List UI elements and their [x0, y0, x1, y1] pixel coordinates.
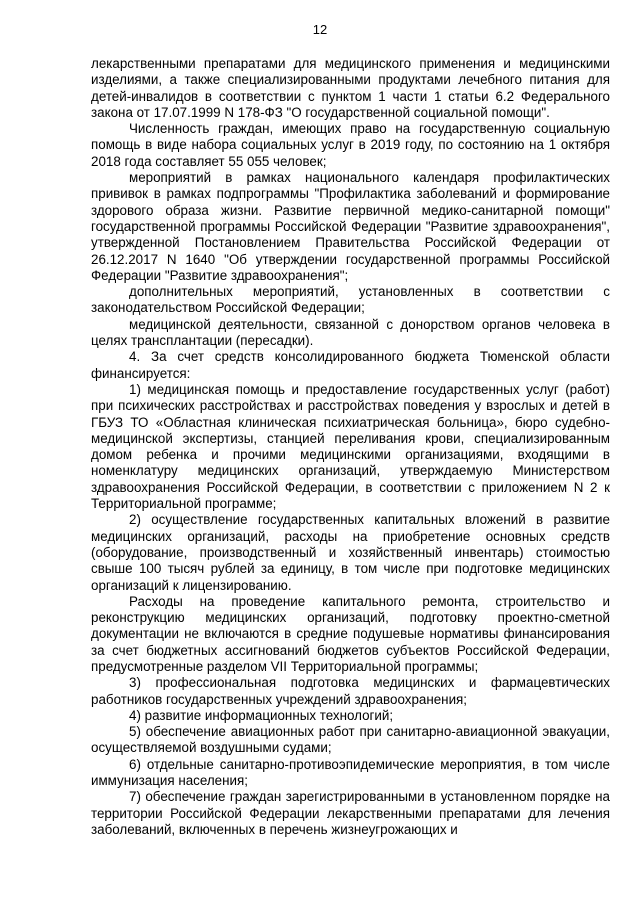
- paragraph: 5) обеспечение авиационных работ при санитарно-авиационной эвакуации, осуществляемой воздушными судами;: [91, 724, 610, 756]
- paragraph: 1) медицинская помощь и предоставление государственных услуг (работ) при психических расстройствах и расстройствах поведения у взрослых и детей в ГБУЗ ТО «Областная клиническая психиатрическая больница», бюро судебно-медицинской экспертизы, станцией переливания крови, специализированным домом ребенка и прочими медицинскими организациями, входящими в номенклатуру медицинских организаций, утверждаемую Министерством здравоохранения Российской Федерации, в соответствии с приложением N 2 к Территориальной программе;: [91, 381, 610, 512]
- paragraph: дополнительных мероприятий, установленных в соответствии с законодательством Российской Федерации;: [91, 284, 610, 316]
- paragraph: 3) профессиональная подготовка медицинских и фармацевтических работников государственных учреждений здравоохранения;: [91, 675, 610, 707]
- paragraph: 4. За счет средств консолидированного бюджета Тюменской области финансируется:: [91, 349, 610, 381]
- paragraph: Численность граждан, имеющих право на государственную социальную помощь в виде набора социальных услуг в 2019 году, по состоянию на 1 октября 2018 года составляет 55 055 человек;: [91, 121, 610, 169]
- paragraph: 2) осуществление государственных капитальных вложений в развитие медицинских организаций, расходы на приобретение основных средств (оборудование, производственный и хозяйственный инвентарь) стоимостью свыше 100 тысяч рублей за единицу, в том числе при подготовке медицинских организаций к лицензированию.: [91, 512, 610, 593]
- paragraph: лекарственными препаратами для медицинского применения и медицинскими изделиями, а также специализированными продуктами лечебного питания для детей-инвалидов в соответствии с пунктом 1 части 1 статьи 6.2 Федерального закона от 17.07.1999 N 178-ФЗ "О государственной социальной помощи".: [91, 56, 610, 120]
- paragraph: 7) обеспечение граждан зарегистрированными в установленном порядке на территории Российской Федерации лекарственными препаратами для лечения заболеваний, включенных в перечень жизнеугрожающих и: [91, 789, 610, 837]
- page-number: 12: [312, 22, 328, 37]
- paragraph: медицинской деятельности, связанной с донорством органов человека в целях трансплантации (пересадки).: [91, 316, 610, 349]
- paragraph: 6) отдельные санитарно-противоэпидемические мероприятия, в том числе иммунизация населения;: [91, 756, 610, 789]
- paragraph: Расходы на проведение капитального ремонта, строительство и реконструкцию медицинских организаций, подготовку проектно-сметной документации не включаются в средние подушевые нормативы финансирования за счет бюджетных ассигнований бюджетов субъектов Российской Федерации, предусмотренные разделом VII Территориальной программы;: [91, 593, 610, 674]
- paragraph: 4) развитие информационных технологий;: [129, 707, 394, 723]
- paragraph: мероприятий в рамках национального календаря профилактических прививок в рамках подпрограммы "Профилактика заболеваний и формирование здорового образа жизни. Развитие первичной медико-санитарной помощи" государственной программы Российской Федерации "Развитие здравоохранения", утвержденной Постановлением Правительства Российской Федерации от 26.12.2017 N 1640 "Об утверждении государственной программы Российской Федерации "Развитие здравоохранения";: [91, 170, 610, 283]
- document-body: [91, 56, 610, 838]
